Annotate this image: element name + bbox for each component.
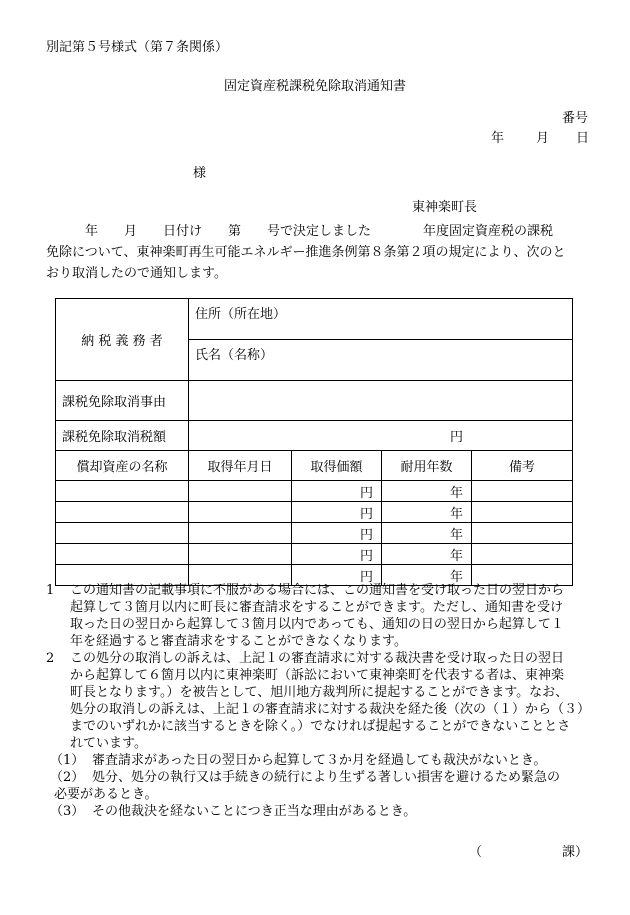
- note-number: 2: [46, 651, 55, 666]
- table-row: [56, 523, 573, 544]
- note-line: 町長となります。）を被告として、旭川地方裁判所に提起することができます。なお、: [70, 685, 569, 700]
- reason-field: [189, 381, 573, 421]
- date-day-label: 日: [576, 131, 590, 146]
- body-line: おり取消したので通知します。: [46, 266, 227, 281]
- section-suffix: 課）: [562, 845, 589, 860]
- years-unit: 年: [382, 502, 472, 523]
- form-id: 別記第５号様式（第７条関係）: [46, 40, 229, 55]
- note-line: この処分の取消しの訴えは、上記１の審査請求に対する裁決書を受け取った日の翌日: [70, 651, 565, 666]
- name-field: 氏名（名称）: [189, 340, 573, 381]
- amount-field: [189, 421, 573, 451]
- note-line: 年を経過すると審査請求をすることができなくなります。: [70, 634, 407, 649]
- document-title: 固定資産税課税免除取消通知書: [223, 79, 406, 94]
- subnote-number: （1）: [50, 753, 85, 768]
- column-header: 取得価額: [292, 451, 382, 481]
- years-unit: 年: [382, 565, 472, 586]
- subnote-3: [46, 803, 594, 820]
- years-unit: 年: [382, 481, 472, 502]
- note-line: この通知書の記載事項に不服がある場合には、この通知書を受け取った日の翌日から: [70, 583, 565, 598]
- price-unit: 円: [292, 502, 382, 523]
- date-year-label: 年: [491, 131, 505, 146]
- amount-unit: 円: [450, 430, 464, 445]
- subnote-number: （3）: [50, 804, 85, 819]
- table-row: [56, 502, 573, 523]
- table-row: [56, 544, 573, 565]
- note-2: [46, 650, 594, 752]
- notes-section: [46, 582, 594, 820]
- column-header: 取得年月日: [189, 451, 292, 481]
- number-label: 番号: [561, 111, 588, 126]
- table-row: [56, 481, 573, 502]
- subnote-line: 必要があるとき。: [54, 787, 158, 802]
- address-field: 住所（所在地）: [189, 299, 573, 340]
- note-number: 1: [46, 583, 55, 598]
- subnote-1: [46, 752, 594, 769]
- note-line: れています。: [70, 736, 147, 751]
- subnote-number: （2）: [50, 770, 85, 785]
- note-line: 起算して３箇月以内に町長に審査請求をすることができます。ただし、通知書を受け: [70, 600, 563, 615]
- taxpayer-label: 納 税 義 務 者: [56, 299, 189, 381]
- price-unit: 円: [292, 565, 382, 586]
- note-line: までのいずれかに該当するときを除く。）でなければ提起することができないこととさ: [70, 719, 571, 734]
- date-month-label: 月: [536, 131, 550, 146]
- issuer-name: 東神楽町長: [412, 200, 478, 215]
- subnote-2: [46, 769, 594, 803]
- body-line: 年 月 日付け 第 号で決定しました 年度固定資産税の課税: [46, 224, 554, 239]
- price-unit: 円: [292, 481, 382, 502]
- price-unit: 円: [292, 544, 382, 565]
- note-line: 取った日の翌日から起算して３箇月以内であっても、通知の日の翌日から起算して１: [70, 617, 564, 632]
- column-header: 償却資産の名称: [56, 451, 189, 481]
- amount-label: 課税免除取消税額: [56, 421, 189, 451]
- column-header: 耐用年数: [382, 451, 472, 481]
- note-line: から起算して６箇月以内に東神楽町（訴訟において東神楽町を代表する者は、東神楽: [70, 668, 565, 683]
- column-header: 備考: [472, 451, 573, 481]
- price-unit: 円: [292, 523, 382, 544]
- reason-label: 課税免除取消事由: [56, 381, 189, 421]
- recipient-suffix: 様: [193, 166, 207, 181]
- body-line: 免除について、東神楽町再生可能エネルギー推進条例第８条第２項の規定により、次のと: [46, 245, 566, 260]
- note-line: 処分の取消しの訴えは、上記１の審査請求に対する裁決を経た後（次の（１）から（３）: [70, 702, 591, 717]
- notice-body: [46, 221, 592, 284]
- subnote-line: 審査請求があった日の翌日から起算して３か月を経過しても裁決がないとき。: [92, 753, 547, 768]
- years-unit: 年: [382, 523, 472, 544]
- info-table: [55, 298, 573, 586]
- years-unit: 年: [382, 544, 472, 565]
- note-1: [46, 582, 594, 650]
- section-paren-open: （: [469, 845, 483, 860]
- subnote-line: 処分、処分の執行又は手続きの続行により生ずる著しい損害を避けるため緊急の: [92, 770, 561, 785]
- subnote-line: その他裁決を経ないことにつき正当な理由があるとき。: [92, 804, 417, 819]
